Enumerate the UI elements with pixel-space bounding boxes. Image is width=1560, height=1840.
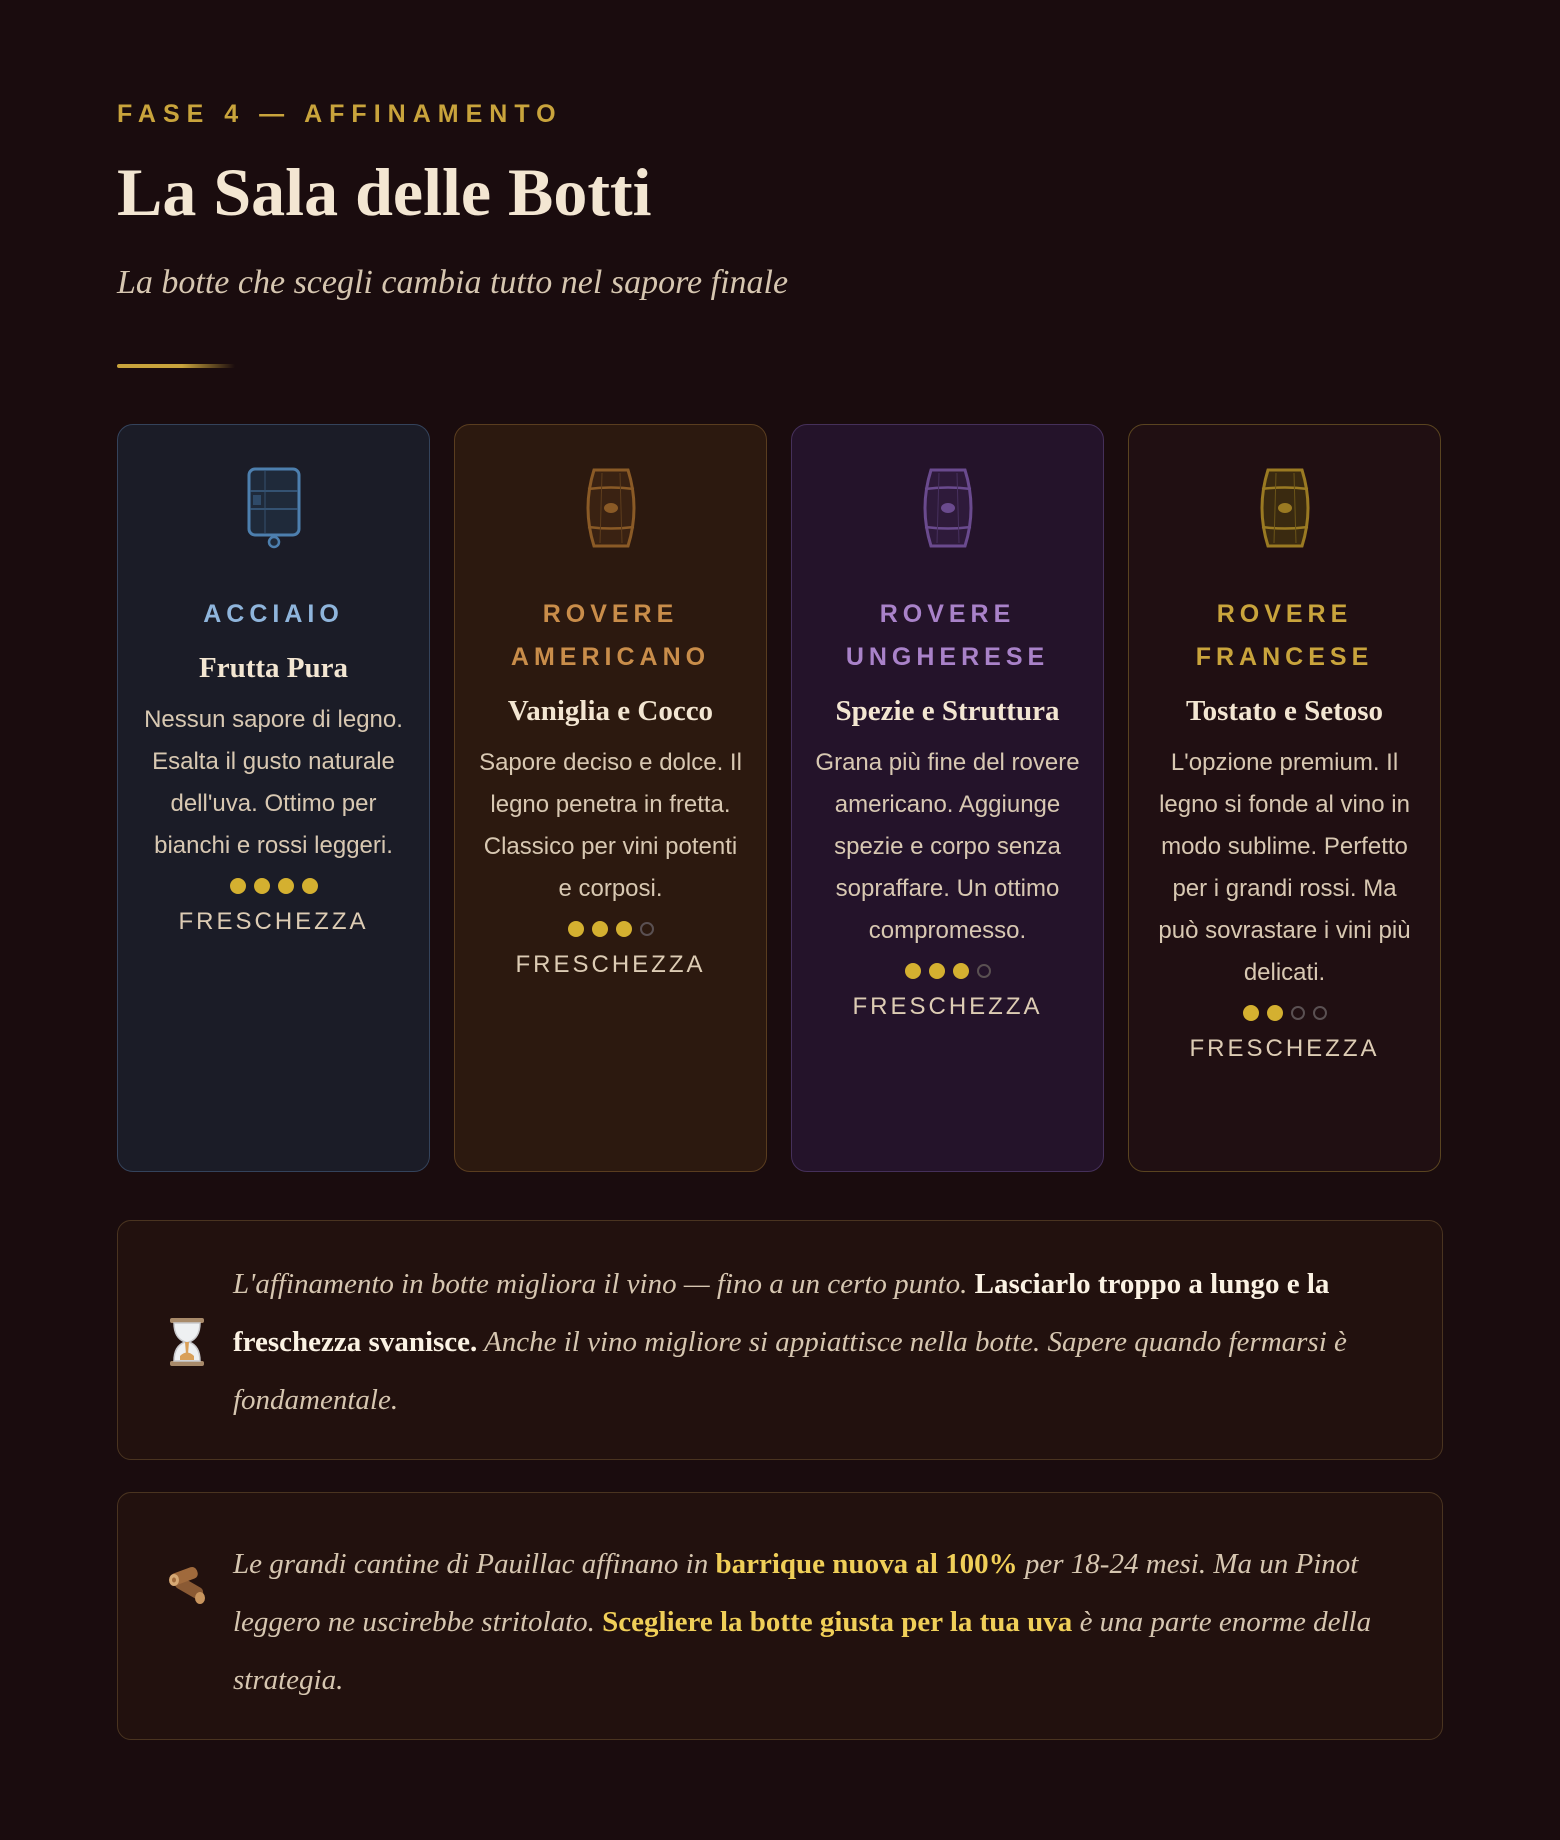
title-divider (117, 364, 235, 368)
rating-dot-filled (230, 878, 246, 894)
phase-label: FASE 4 — AFFINAMENTO (117, 100, 563, 128)
rating-dot-filled (568, 921, 584, 937)
wood-log-icon (164, 1556, 210, 1608)
rating-dot-filled (616, 921, 632, 937)
aging-warning-note (117, 1220, 1443, 1460)
rating-dot-filled (905, 963, 921, 979)
rating-dot-filled (929, 963, 945, 979)
rating-dot-empty (640, 922, 654, 936)
card-rovere-ungherese[interactable] (791, 424, 1104, 1172)
freshness-label: FRESCHEZZA (852, 993, 1043, 1021)
freshness-rating (568, 920, 654, 938)
freshness-rating (905, 962, 991, 980)
rating-dot-filled (302, 878, 318, 894)
rating-dot-filled (278, 878, 294, 894)
card-description: Sapore deciso e dolce. Il legno penetra in fretta. Classico per vini potenti e corposi. (479, 749, 742, 903)
card-acciaio[interactable] (117, 424, 430, 1172)
steel-tank-icon (241, 465, 307, 551)
hourglass-icon (164, 1316, 210, 1368)
barrel-icon (578, 465, 644, 551)
note-text: Le grandi cantine di Pauillac affinano in barrique nuova al 100% per 18-24 mesi. Ma un Pinot leggero ne uscirebbe stritolato. Scegliere la botte giusta per la tua uva è una parte enorme della strategia. (233, 1548, 1372, 1697)
rating-dot-filled (1267, 1005, 1283, 1021)
rating-dot-empty (1313, 1006, 1327, 1020)
barrel-options (117, 424, 1443, 1172)
card-rovere-francese[interactable] (1128, 424, 1441, 1172)
barrique-tip-note (117, 1492, 1443, 1740)
wood-type: ROVERE UNGHERESE (845, 600, 1050, 672)
wood-type: ACCIAIO (203, 600, 344, 629)
freshness-rating (230, 877, 318, 895)
rating-dot-filled (953, 963, 969, 979)
page-title: La Sala delle Botti (117, 154, 652, 230)
card-description: L'opzione premium. Il legno si fonde al vino in modo sublime. Perfetto per i grandi rossi. Ma può sovrastare i vini più delicati. (1158, 749, 1411, 987)
freshness-label: FRESCHEZZA (178, 908, 369, 936)
flavor-title: Frutta Pura (199, 652, 348, 685)
freshness-label: FRESCHEZZA (1189, 1035, 1380, 1063)
wood-type: ROVERE AMERICANO (510, 600, 711, 672)
card-rovere-americano[interactable] (454, 424, 767, 1172)
rating-dot-filled (254, 878, 270, 894)
rating-dot-filled (1243, 1005, 1259, 1021)
card-description: Grana più fine del rovere americano. Aggiunge spezie e corpo senza sopraffare. Un ottimo compromesso. (815, 749, 1080, 945)
freshness-rating (1243, 1004, 1327, 1022)
rating-dot-empty (977, 964, 991, 978)
rating-dot-filled (592, 921, 608, 937)
rating-dot-empty (1291, 1006, 1305, 1020)
flavor-title: Spezie e Struttura (835, 695, 1060, 728)
card-description: Nessun sapore di legno. Esalta il gusto naturale dell'uva. Ottimo per bianchi e rossi leggeri. (144, 706, 403, 860)
flavor-title: Vaniglia e Cocco (507, 695, 714, 728)
barrel-icon (1252, 465, 1318, 551)
page-subtitle: La botte che scegli cambia tutto nel sapore finale (117, 264, 789, 302)
freshness-label: FRESCHEZZA (515, 951, 706, 979)
barrel-icon (915, 465, 981, 551)
wood-type: ROVERE FRANCESE (1195, 600, 1374, 672)
flavor-title: Tostato e Setoso (1185, 695, 1384, 728)
note-text: L'affinamento in botte migliora il vino — fino a un certo punto. Lasciarlo troppo a lungo e la freschezza svanisce. Anche il vino migliore si appiattisce nella botte. Sapere quando fermarsi è fondamentale. (233, 1268, 1347, 1417)
